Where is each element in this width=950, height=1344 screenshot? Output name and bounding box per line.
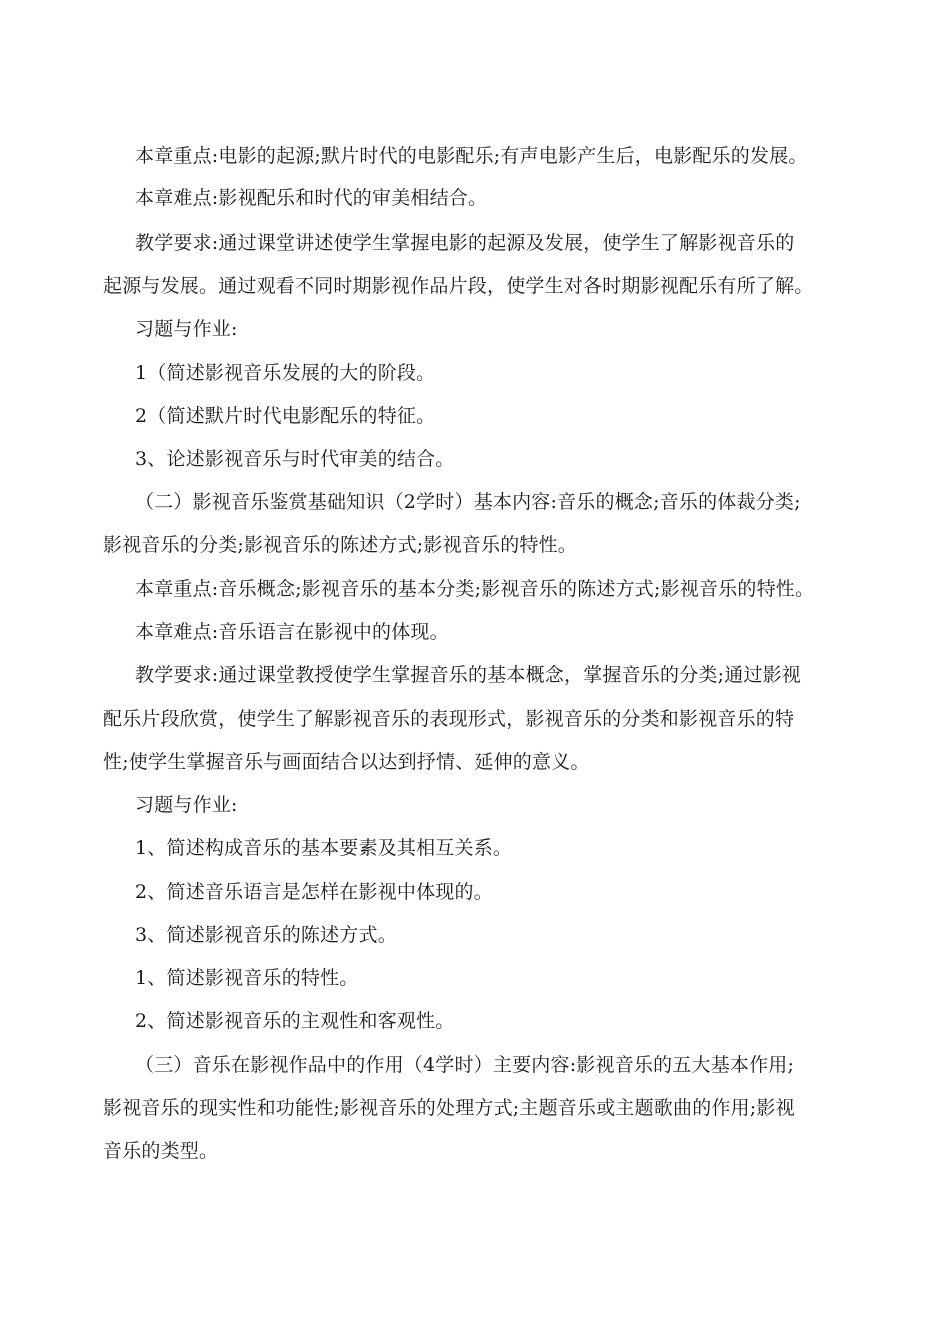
exercise-item: 3、简述影视音乐的陈述方式。	[135, 924, 397, 946]
exercise-item: 2、简述影视音乐的主观性和客观性。	[135, 1010, 455, 1032]
paragraph-requirements-2-line1: 教学要求:通过课堂教授使学生掌握音乐的基本概念，掌握音乐的分类;通过影视	[135, 664, 802, 686]
exercises-heading-2: 习题与作业:	[135, 794, 238, 816]
exercises-heading-1: 习题与作业:	[135, 318, 238, 340]
section-three-heading-line1: （三）音乐在影视作品中的作用（4学时）主要内容:影视音乐的五大基本作用;	[135, 1054, 795, 1076]
paragraph-requirements-2-line2: 配乐片段欣赏，使学生了解影视音乐的表现形式，影视音乐的分类和影视音乐的特	[103, 708, 795, 730]
paragraph-requirements-1-line1: 教学要求:通过课堂讲述使学生掌握电影的起源及发展，使学生了解影视音乐的	[135, 232, 795, 254]
section-two-heading-line1: （二）影视音乐鉴赏基础知识（2学时）基本内容:音乐的概念;音乐的体裁分类;	[135, 491, 801, 513]
exercise-item: 1（简述影视音乐发展的大的阶段。	[135, 362, 436, 384]
paragraph-difficulties-1: 本章难点:影视配乐和时代的审美相结合。	[135, 187, 488, 209]
exercise-item: 1、简述影视音乐的特性。	[135, 967, 359, 989]
exercise-item: 2（简述默片时代电影配乐的特征。	[135, 405, 436, 427]
paragraph-key-points-1: 本章重点:电影的起源;默片时代的电影配乐;有声电影产生后，电影配乐的发展。	[135, 145, 808, 167]
section-two-heading-line2: 影视音乐的分类;影视音乐的陈述方式;影视音乐的特性。	[103, 534, 578, 556]
exercise-item: 1、简述构成音乐的基本要素及其相互关系。	[135, 837, 513, 859]
paragraph-difficulties-2: 本章难点:音乐语言在影视中的体现。	[135, 621, 449, 643]
paragraph-requirements-1-line2: 起源与发展。通过观看不同时期影视作品片段，使学生对各时期影视配乐有所了解。	[103, 275, 814, 297]
paragraph-requirements-2-line3: 性;使学生掌握音乐与画面结合以达到抒情、延伸的意义。	[103, 751, 590, 773]
section-three-heading-line3: 音乐的类型。	[103, 1140, 219, 1162]
paragraph-key-points-2: 本章重点:音乐概念;影视音乐的基本分类;影视音乐的陈述方式;影视音乐的特性。	[135, 578, 815, 600]
exercise-item: 3、论述影视音乐与时代审美的结合。	[135, 448, 455, 470]
exercise-item: 2、简述音乐语言是怎样在影视中体现的。	[135, 881, 493, 903]
section-three-heading-line2: 影视音乐的现实性和功能性;影视音乐的处理方式;主题音乐或主题歌曲的作用;影视	[103, 1097, 795, 1119]
